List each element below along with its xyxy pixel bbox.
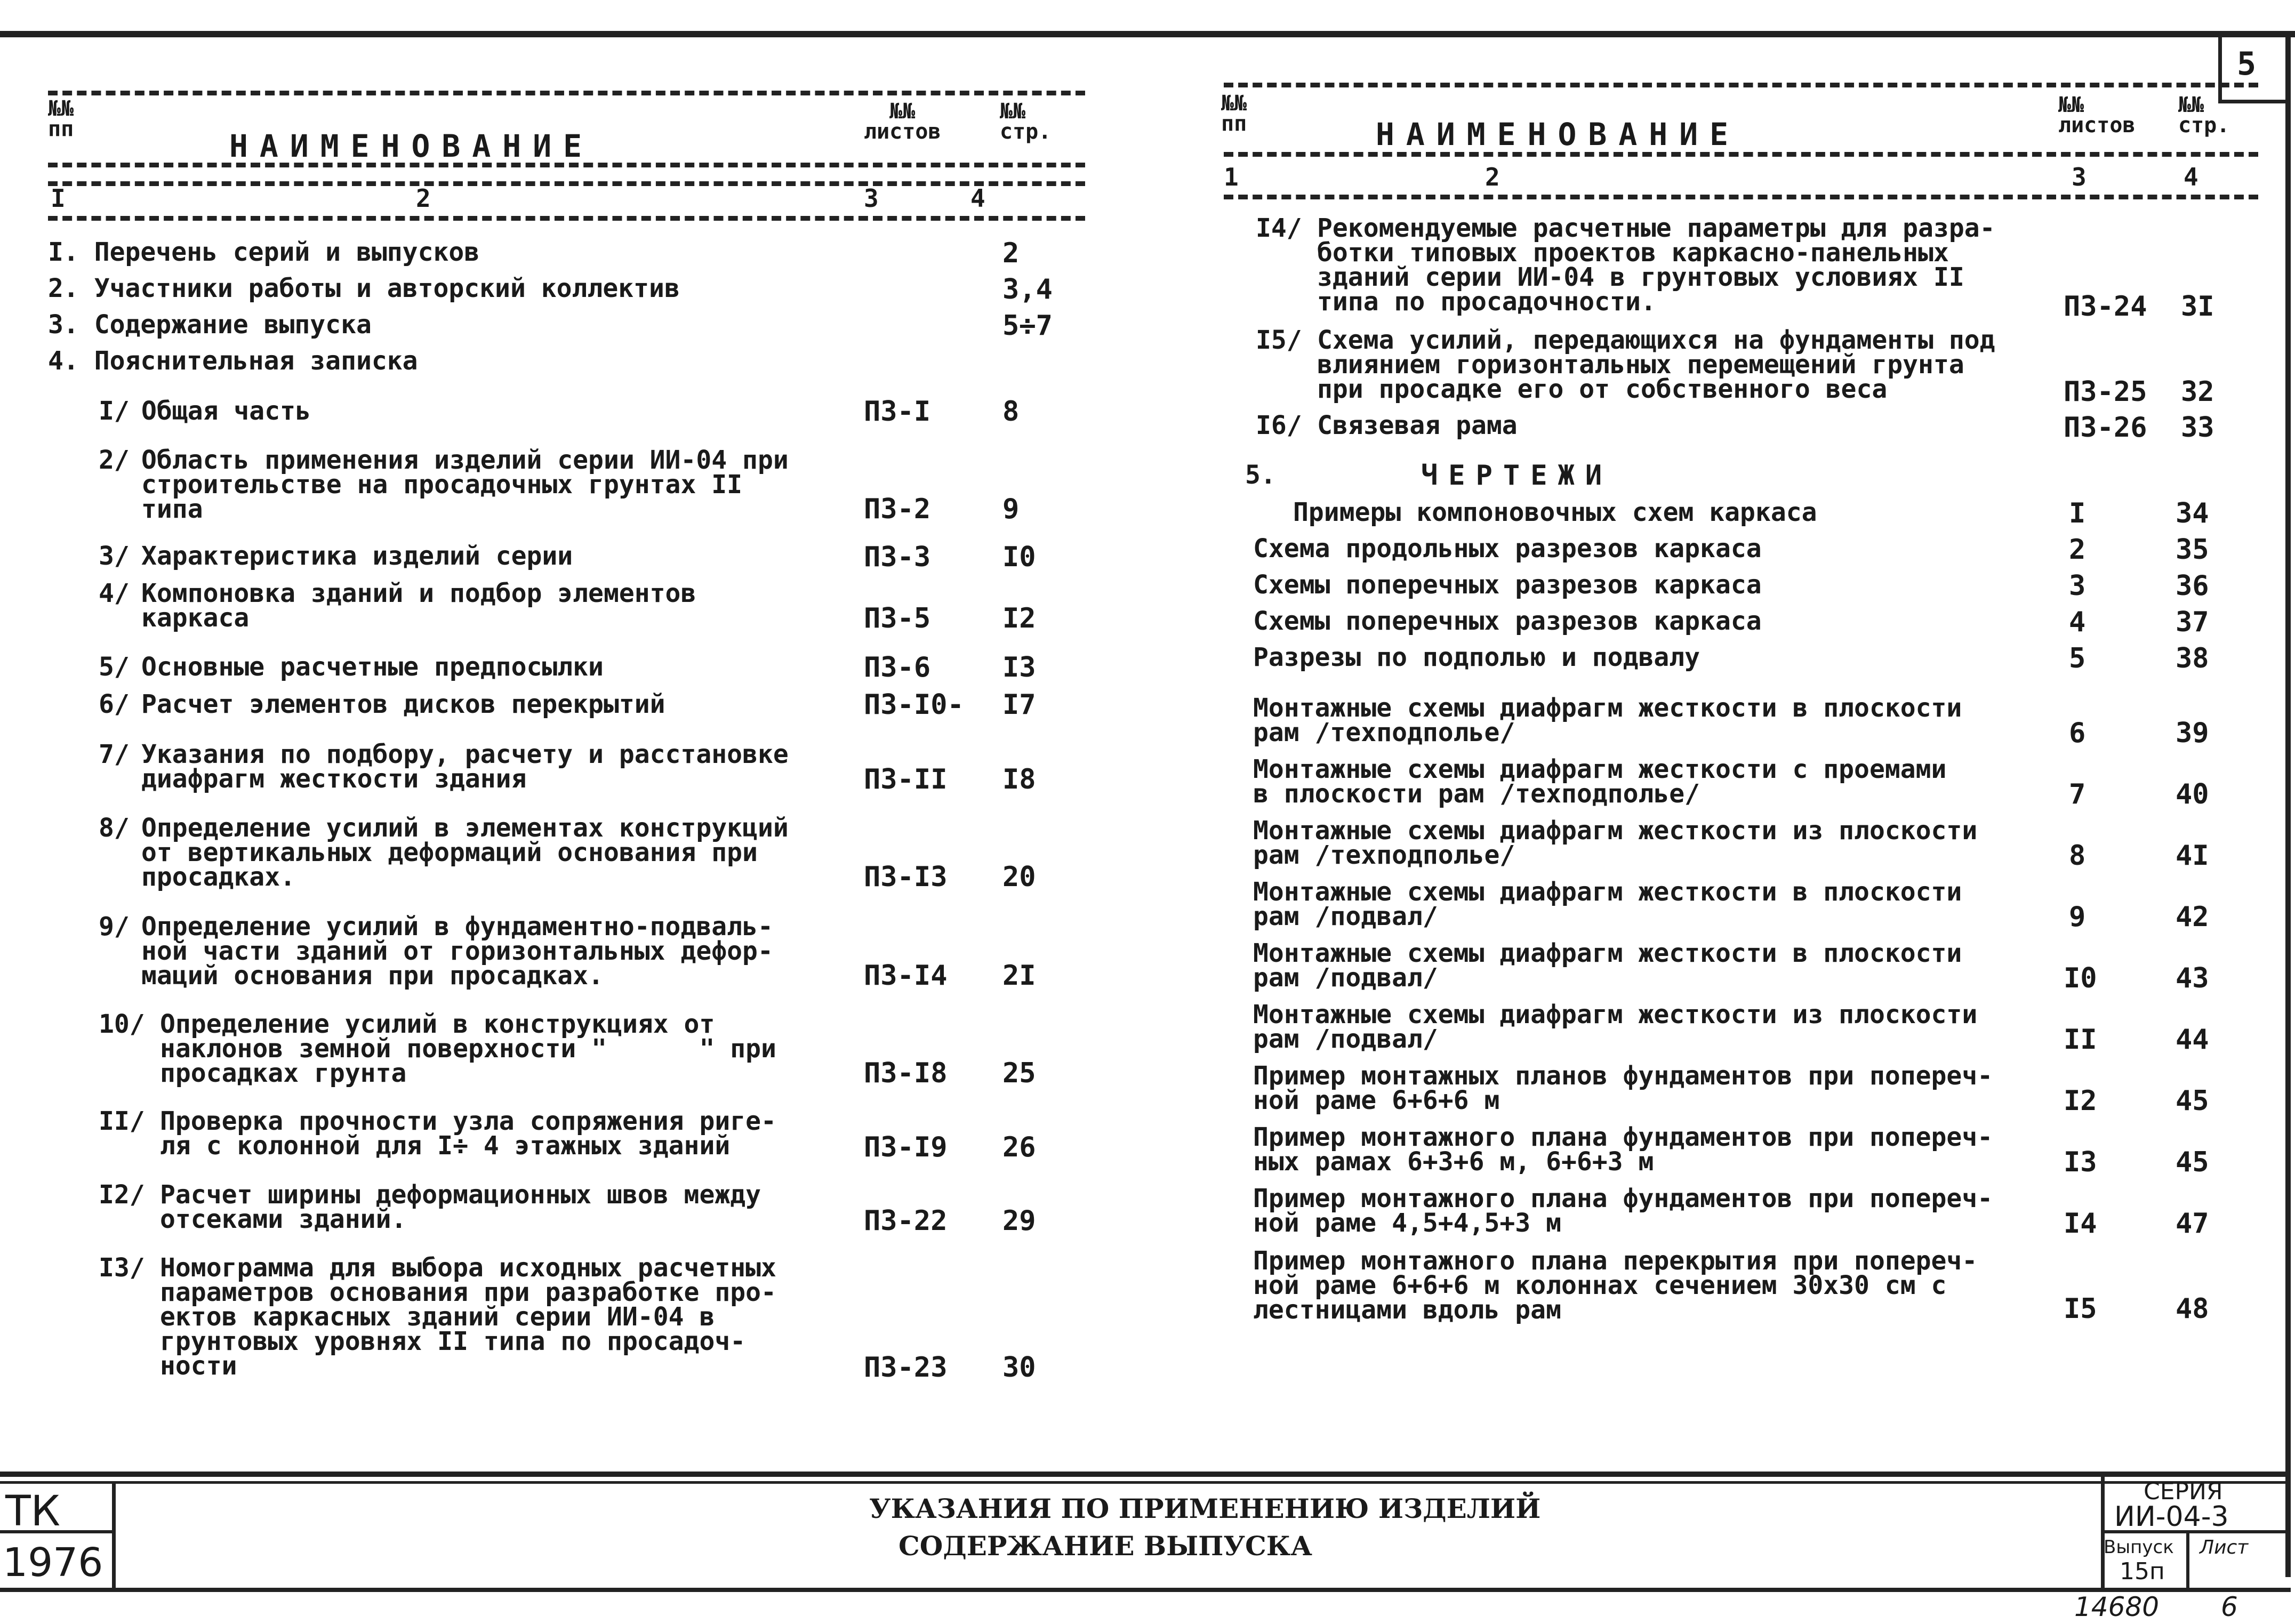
title-block-left-divider	[112, 1484, 116, 1588]
right-header-sheets-col: №№ листов	[2058, 93, 2136, 138]
left-header-bottom-rule	[48, 216, 1085, 221]
right-item-text: Связевая рама	[1317, 411, 1518, 440]
left-item-code: ПЗ-3	[864, 541, 931, 573]
right-item-page: 3I	[2181, 291, 2214, 323]
left-col-number-4: 4	[970, 184, 985, 213]
left-header-page-col: №№ стр.	[1000, 99, 1052, 144]
right-header-mid-rule	[1224, 152, 2258, 157]
drawing-page: 45	[2176, 1146, 2209, 1178]
title-line-2: СОДЕРЖАНИЕ ВЫПУСКА	[898, 1530, 1312, 1562]
left-item-code: ПЗ-I9	[864, 1131, 948, 1163]
drawing-page: 48	[2176, 1293, 2209, 1325]
right-col-number-2: 2	[1485, 163, 1500, 191]
drawing-sheet: I2	[2064, 1085, 2097, 1117]
drawing-text: Монтажные схемы диафрагм жесткости с проемами в плоскости рам /техподполье/	[1253, 754, 1947, 809]
left-item-code: ПЗ-2	[864, 493, 931, 525]
left-section-1: I. Перечень серий и выпусков	[48, 237, 480, 267]
drawing-sheet: I3	[2064, 1146, 2097, 1178]
drawings-section-num: 5.	[1245, 460, 1276, 490]
issue-value: 15п	[2120, 1558, 2165, 1585]
left-item-page: 30	[1002, 1352, 1036, 1384]
left-item-code: ПЗ-II	[864, 763, 948, 795]
right-header-page-col: №№ стр.	[2178, 93, 2230, 138]
drawing-sheet: 8	[2069, 840, 2086, 872]
left-item-page: 20	[1002, 861, 1036, 893]
left-item-num: I2/	[99, 1180, 145, 1210]
left-item-page: 8	[1002, 396, 1020, 428]
left-item-text: Область применения изделий серии ИИ-04 при строительстве на просадочных грунтах II типа	[141, 445, 789, 524]
left-col-number-1: I	[51, 184, 66, 213]
left-header-top-rule	[48, 91, 1085, 95]
left-section-3: 3. Содержание выпуска	[48, 310, 372, 340]
drawing-page: 43	[2176, 962, 2209, 994]
left-item-num: 5/	[99, 652, 130, 682]
left-col-number-2: 2	[416, 184, 431, 213]
right-item-text: Схема усилий, передающихся на фундаменты под влиянием горизонтальных перемещений грунта при просадке его от собственного веса	[1317, 325, 1995, 404]
left-item-num: 3/	[99, 541, 130, 571]
title-line-1: УКАЗАНИЯ ПО ПРИМЕНЕНИЮ ИЗДЕЛИЙ	[869, 1493, 1541, 1524]
left-item-text: Расчет элементов дисков перекрытий	[141, 689, 665, 719]
left-item-text: Основные расчетные предпосылки	[141, 652, 604, 682]
drawing-text: Монтажные схемы диафрагм жесткости из плоскости рам /техподполье/	[1253, 816, 1978, 870]
drawing-sheet: 2	[2069, 534, 2086, 566]
drawing-text: Пример монтажного плана фундаментов при попереч- ных рамах 6+3+6 м, 6+6+3 м	[1253, 1122, 1993, 1177]
left-item-code: ПЗ-I8	[864, 1057, 948, 1089]
drawing-page: 45	[2176, 1085, 2209, 1117]
drawing-text: Пример монтажного плана фундаментов при попереч- ной раме 4,5+4,5+3 м	[1253, 1184, 1993, 1238]
right-header-top-rule	[1224, 83, 2258, 87]
left-item-page: I0	[1002, 541, 1036, 573]
left-item-text: Указания по подбору, расчету и расстановке диафрагм жесткости здания	[141, 739, 789, 794]
drawing-page: 47	[2176, 1208, 2209, 1240]
right-item-code: ПЗ-26	[2064, 412, 2147, 444]
left-header-num-col: №№ пп	[48, 97, 74, 141]
left-section-1-page: 2	[1002, 237, 1020, 269]
drawing-text: Пример монтажного плана перекрытия при попереч- ной раме 6+6+6 м колоннах сечением 30х30 см с лестницами вдоль рам	[1253, 1246, 1978, 1325]
drawing-page: 36	[2176, 570, 2209, 602]
left-item-num: 10/	[99, 1009, 145, 1039]
right-item-page: 32	[2181, 376, 2214, 408]
top-border	[0, 31, 2295, 37]
left-section-3-page: 5÷7	[1002, 310, 1053, 342]
left-header-mid-rule-2	[48, 181, 1085, 186]
left-item-page: 26	[1002, 1131, 1036, 1163]
drawing-text: Схема продольных разрезов каркаса	[1253, 534, 1762, 564]
drawing-sheet: I5	[2064, 1293, 2097, 1325]
left-item-text: Общая часть	[141, 396, 311, 426]
series-value: ИИ-04-3	[2114, 1501, 2229, 1533]
left-col-number-3: 3	[864, 184, 879, 213]
left-item-text: Расчет ширины деформационных швов между отсеками зданий.	[160, 1180, 761, 1234]
drawing-page: 37	[2176, 606, 2209, 638]
left-header-mid-rule	[48, 163, 1085, 167]
left-section-2: 2. Участники работы и авторский коллектив	[48, 274, 680, 303]
left-item-code: ПЗ-23	[864, 1352, 948, 1384]
left-item-num: 7/	[99, 739, 130, 769]
drawing-sheet: 9	[2069, 901, 2086, 933]
left-item-code: ПЗ-22	[864, 1205, 948, 1237]
right-item-text: Рекомендуемые расчетные параметры для разра- ботки типовых проектов каркасно-панельных зданий серии ИИ-04 в грунтовых условиях II типа по просадочности.	[1317, 213, 1995, 317]
drawing-text: Пример монтажных планов фундаментов при попереч- ной раме 6+6+6 м	[1253, 1061, 1993, 1115]
drawing-page: 44	[2176, 1024, 2209, 1056]
series-label: СЕРИЯ	[2144, 1478, 2223, 1505]
drawing-text: Схемы поперечных разрезов каркаса	[1253, 570, 1762, 600]
right-header-bottom-rule	[1224, 195, 2258, 199]
drawing-sheet: 3	[2069, 570, 2086, 602]
left-item-page: 2I	[1002, 960, 1036, 992]
left-item-text: Компоновка зданий и подбор элементов каркаса	[141, 578, 696, 633]
drawing-sheet: 6	[2069, 717, 2086, 749]
left-item-text: Определение усилий в фундаментно-подваль- ной части зданий от горизонтальных дефор- маций основания при просадках.	[141, 912, 773, 991]
right-col-number-1: 1	[1224, 163, 1239, 191]
drawing-sheet: I0	[2064, 962, 2097, 994]
left-item-num: 6/	[99, 689, 130, 719]
left-item-text: Проверка прочности узла сопряжения риге- ля с колонной для I÷ 4 этажных зданий	[160, 1106, 776, 1161]
drawings-section-title: ЧЕРТЕЖИ	[1421, 460, 1613, 492]
drawing-text: Разрезы по подполью и подвалу	[1253, 642, 1700, 672]
sheet-label: Лист	[2200, 1537, 2249, 1558]
drawing-page: 39	[2176, 717, 2209, 749]
title-block-issue-divider	[2186, 1530, 2189, 1588]
right-item-page: 33	[2181, 412, 2214, 444]
left-item-text: Определение усилий в конструкциях от наклонов земной поверхности " " при просадках грунта	[160, 1009, 776, 1088]
left-item-page: 25	[1002, 1057, 1036, 1089]
right-item-num: I4/	[1256, 213, 1302, 243]
right-header-name-col: НАИМЕНОВАНИЕ	[1376, 116, 1740, 152]
right-item-num: I5/	[1256, 325, 1302, 355]
left-item-code: ПЗ-I	[864, 396, 931, 428]
left-item-num: 4/	[99, 578, 130, 608]
left-item-text: Номограмма для выбора исходных расчетных параметров основания при разработке про- ектов каркасных зданий серии ИИ-04 в грунтовых уровнях II типа по просадоч- ности	[160, 1253, 776, 1381]
title-block-top-line	[0, 1472, 2291, 1477]
drawing-text: Монтажные схемы диафрагм жесткости в плоскости рам /техподполье/	[1253, 693, 1962, 747]
drawing-page: 4I	[2176, 840, 2209, 872]
left-section-2-page: 3,4	[1002, 274, 1053, 305]
left-item-page: I8	[1002, 763, 1036, 795]
left-item-code: ПЗ-I0-	[864, 689, 964, 721]
right-col-number-4: 4	[2184, 163, 2198, 191]
drawing-page: 34	[2176, 497, 2209, 529]
year: 1976	[3, 1540, 103, 1586]
left-item-code: ПЗ-5	[864, 602, 931, 634]
left-item-num: 2/	[99, 445, 130, 475]
drawing-sheet: 4	[2069, 606, 2086, 638]
drawing-sheet: I4	[2064, 1208, 2097, 1240]
left-header-sheets-col: №№ листов	[864, 99, 941, 144]
org-code: ТК	[5, 1488, 61, 1535]
right-border	[2285, 31, 2291, 1577]
drawing-text: Монтажные схемы диафрагм жесткости в плоскости рам /подвал/	[1253, 877, 1962, 931]
drawing-sheet: 7	[2069, 778, 2086, 810]
drawing-page: 42	[2176, 901, 2209, 933]
title-block-top-line-2	[0, 1481, 2291, 1484]
drawing-page: 35	[2176, 534, 2209, 566]
drawing-sheet: 5	[2069, 642, 2086, 674]
title-block-bottom-line	[0, 1588, 2291, 1592]
inventory-number: 14680	[2074, 1591, 2160, 1622]
issue-label: Выпуск	[2104, 1537, 2174, 1558]
left-item-code: ПЗ-6	[864, 652, 931, 684]
left-item-text: Определение усилий в элементах конструкций от вертикальных деформаций основания при просадках.	[141, 813, 789, 892]
footer-sheet-number: 6	[2221, 1591, 2238, 1622]
left-item-text: Характеристика изделий серии	[141, 541, 573, 571]
right-item-code: ПЗ-24	[2064, 291, 2147, 323]
left-item-page: I2	[1002, 602, 1036, 634]
drawing-text: Монтажные схемы диафрагм жесткости в плоскости рам /подвал/	[1253, 938, 1962, 993]
right-item-num: I6/	[1256, 411, 1302, 440]
drawing-sheet: II	[2064, 1024, 2097, 1056]
left-item-page: 9	[1002, 493, 1020, 525]
drawing-sheet: I	[2069, 497, 2086, 529]
drawing-text: Монтажные схемы диафрагм жесткости из плоскости рам /подвал/	[1253, 1000, 1978, 1054]
left-item-code: ПЗ-I4	[864, 960, 948, 992]
drawing-text: Примеры компоновочных схем каркаса	[1293, 497, 1817, 527]
left-item-num: I/	[99, 396, 130, 426]
drawing-page: 38	[2176, 642, 2209, 674]
left-item-page: I3	[1002, 652, 1036, 684]
left-item-page: 29	[1002, 1205, 1036, 1237]
left-item-num: I3/	[99, 1253, 145, 1283]
left-item-page: I7	[1002, 689, 1036, 721]
left-item-num: II/	[99, 1106, 145, 1136]
drawing-page: 40	[2176, 778, 2209, 810]
right-col-number-3: 3	[2072, 163, 2087, 191]
left-item-num: 8/	[99, 813, 130, 843]
drawing-text: Схемы поперечных разрезов каркаса	[1253, 606, 1762, 636]
left-item-num: 9/	[99, 912, 130, 942]
right-item-code: ПЗ-25	[2064, 376, 2147, 408]
left-item-code: ПЗ-I3	[864, 861, 948, 893]
right-header-num-col: №№ пп	[1221, 91, 1247, 136]
left-header-name-col: НАИМЕНОВАНИЕ	[229, 128, 594, 164]
left-section-4: 4. Пояснительная записка	[48, 346, 418, 376]
page-number: 5	[2237, 45, 2257, 83]
